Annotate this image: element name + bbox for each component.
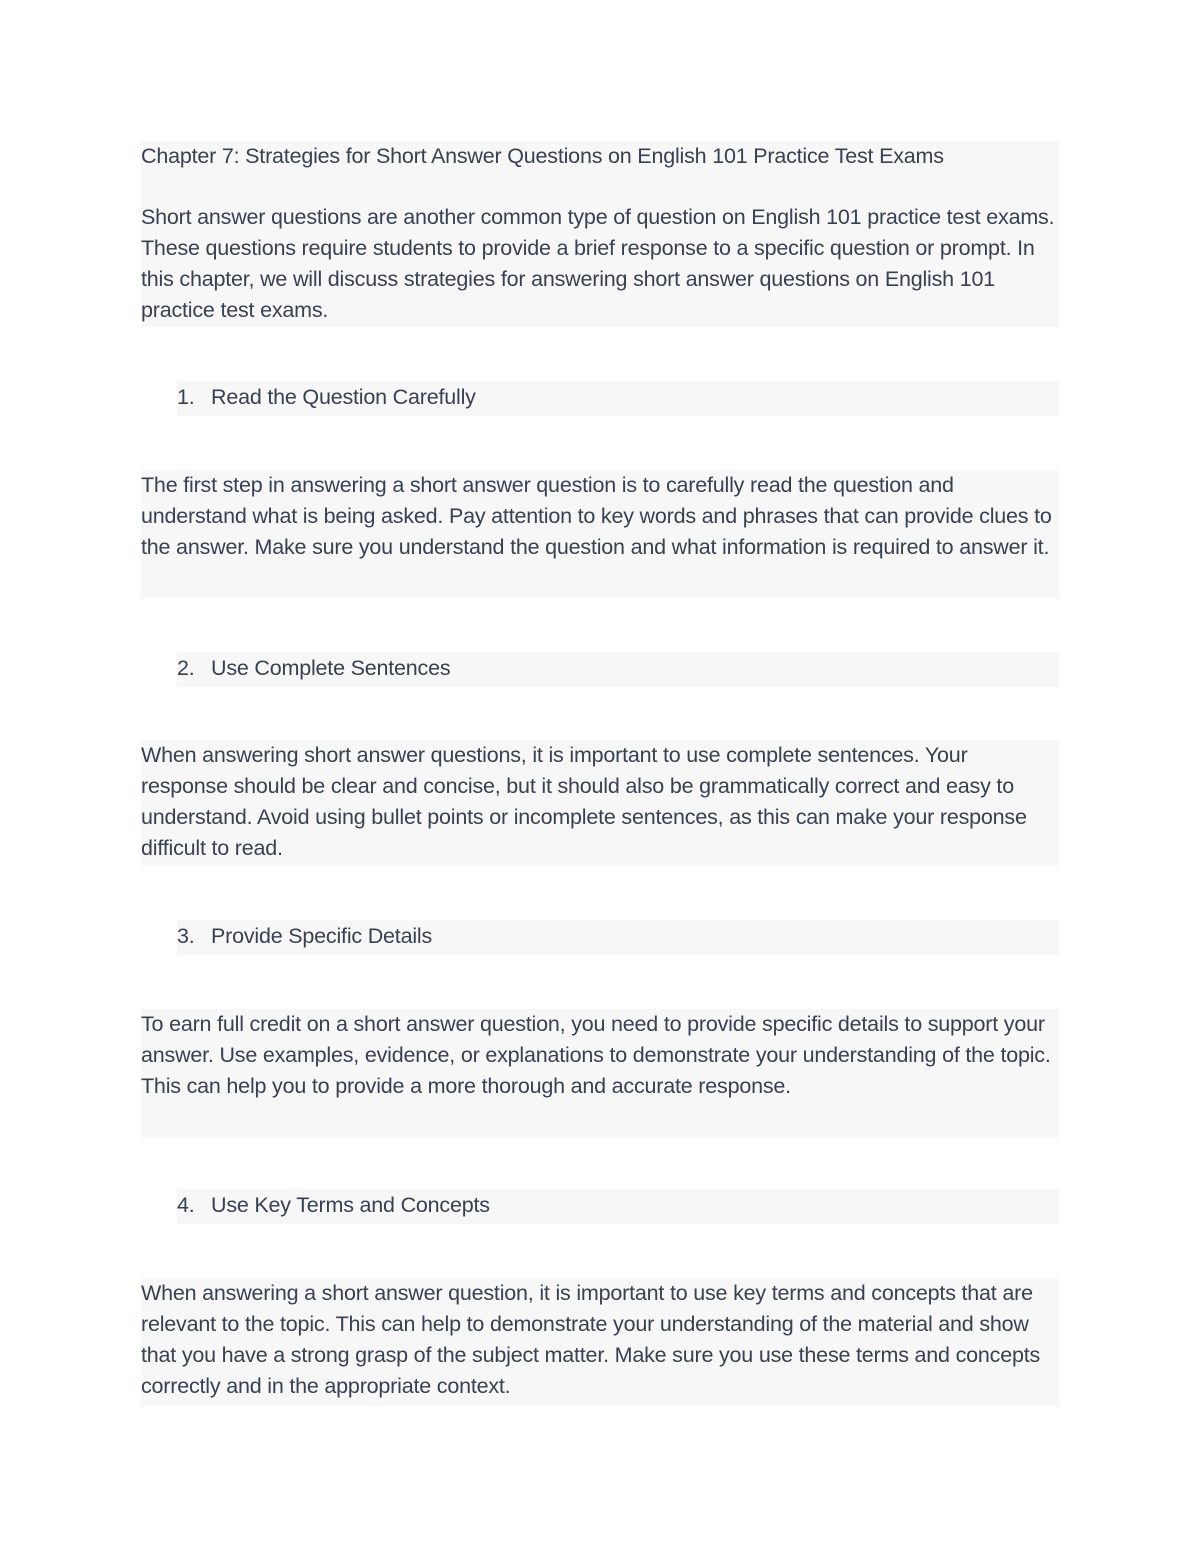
section-heading-1 (177, 381, 1059, 416)
intro-paragraph: Short answer questions are another common type of question on English 101 practice test exams. These questions require students to provide a brief response to a specific question or prompt. In this chapter, we will discuss strategies for answering short answer questions on English 101 practice test exams. (141, 205, 1055, 322)
list-number: 4. (177, 1193, 195, 1217)
list-number: 1. (177, 385, 195, 409)
section-body-1: The first step in answering a short answer question is to carefully read the question and understand what is being asked. Pay attention to key words and phrases that can provide clues to the answer. Make sure you understand the question and what information is required to answer it. (141, 470, 1059, 598)
section-heading-text: Use Complete Sentences (211, 656, 451, 680)
chapter-title: Chapter 7: Strategies for Short Answer Questions on English 101 Practice Test Exams (141, 144, 944, 168)
section-heading-text: Use Key Terms and Concepts (211, 1193, 490, 1217)
section-heading-2 (177, 652, 1059, 687)
section-heading-text: Read the Question Carefully (211, 385, 476, 409)
list-number: 3. (177, 924, 195, 948)
section-body-3: To earn full credit on a short answer question, you need to provide specific details to support your answer. Use examples, evidence, or explanations to demonstrate your understanding of the topic. This can help you to provide a more thorough and accurate response. (141, 1009, 1059, 1138)
intro-block (141, 141, 1059, 327)
section-body-2: When answering short answer questions, it is important to use complete sentences. Your response should be clear and concise, but it should also be grammatically correct and easy to understand. Avoid using bullet points or incomplete sentences, as this can make your response difficult to read. (141, 740, 1059, 866)
list-number: 2. (177, 656, 195, 680)
section-heading-3 (177, 920, 1059, 955)
section-body-4: When answering a short answer question, it is important to use key terms and concepts that are relevant to the topic. This can help to demonstrate your understanding of the material and show that you have a strong grasp of the subject matter. Make sure you use these terms and concepts correctly and in the appropriate context. (141, 1278, 1059, 1406)
section-heading-4 (177, 1189, 1059, 1224)
section-heading-text: Provide Specific Details (211, 924, 433, 948)
